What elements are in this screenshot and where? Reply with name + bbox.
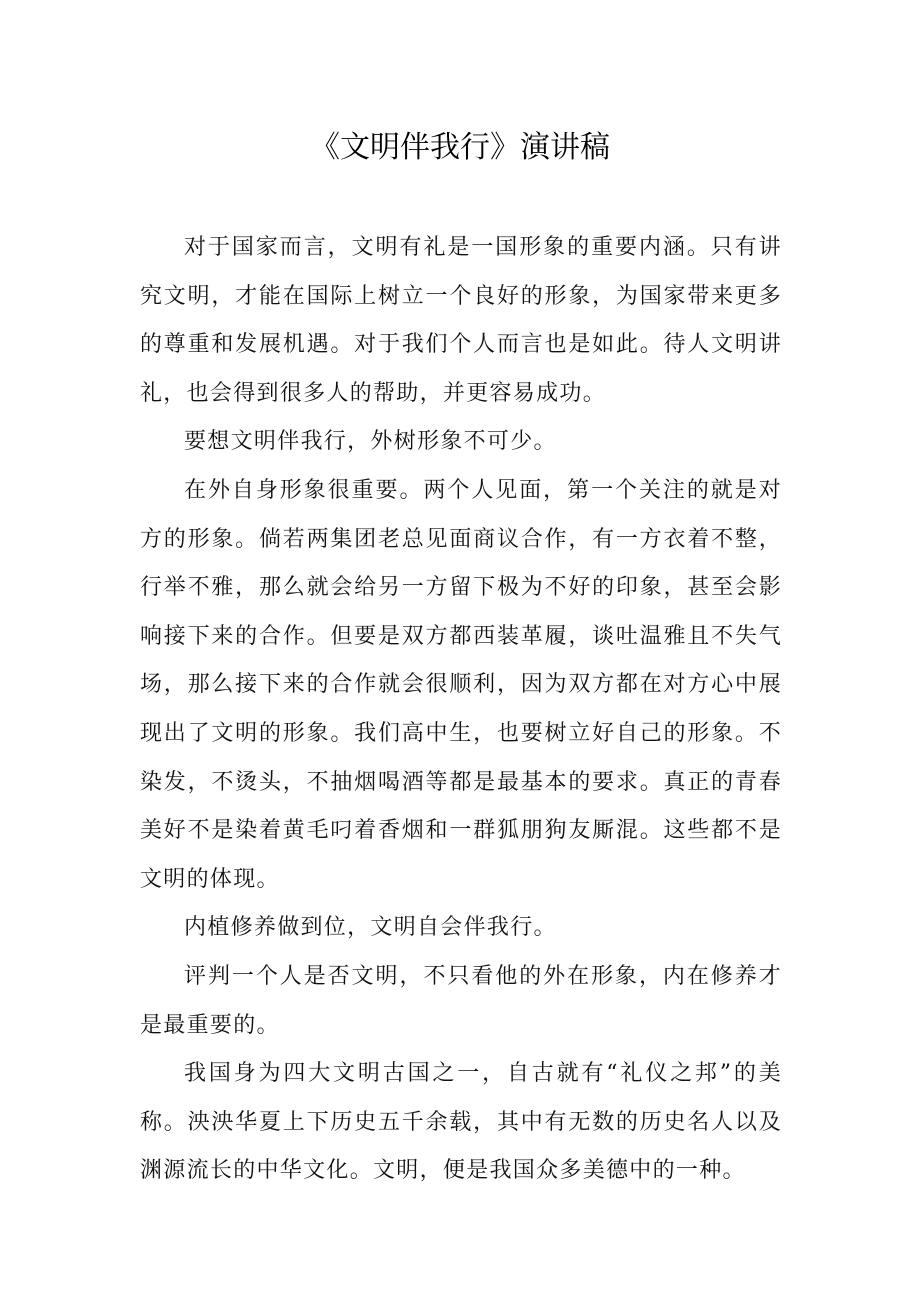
paragraph: 评判一个人是否文明，不只看他的外在形象，内在修养才是最重要的。 <box>140 963 782 1038</box>
paragraph: 我国身为四大文明古国之一，自古就有“礼仪之邦”的美称。泱泱华夏上下历史五千余载，其中有无数的历史名人以及渊源流长的中华文化。文明，便是我国众多美德中的一种。 <box>140 1061 782 1184</box>
document-title: 《文明伴我行》演讲稿 <box>310 130 610 165</box>
paragraph: 要想文明伴我行，外树形象不可少。 <box>184 429 557 455</box>
document-body <box>140 224 782 1196</box>
paragraph: 对于国家而言，文明有礼是一国形象的重要内涵。只有讲究文明，才能在国际上树立一个良好的形象，为国家带来更多的尊重和发展机遇。对于我们个人而言也是如此。待人文明讲礼，也会得到很多人的帮助，并更容易成功。 <box>140 235 782 406</box>
paragraph: 在外自身形象很重要。两个人见面，第一个关注的就是对方的形象。倘若两集团老总见面商议合作，有一方衣着不整，行举不雅，那么就会给另一方留下极为不好的印象，甚至会影响接下来的合作。但要是双方都西装革履，谈吐温雅且不失气场，那么接下来的合作就会很顺利，因为双方都在对方心中展现出了文明的形象。我们高中生，也要树立好自己的形象。不染发，不烫头，不抽烟喝酒等都是最基本的要求。真正的青春美好不是染着黄毛叼着香烟和一群狐朋狗友厮混。这些都不是文明的体现。 <box>140 477 782 892</box>
paragraph: 内植修养做到位，文明自会伴我行。 <box>184 915 557 941</box>
